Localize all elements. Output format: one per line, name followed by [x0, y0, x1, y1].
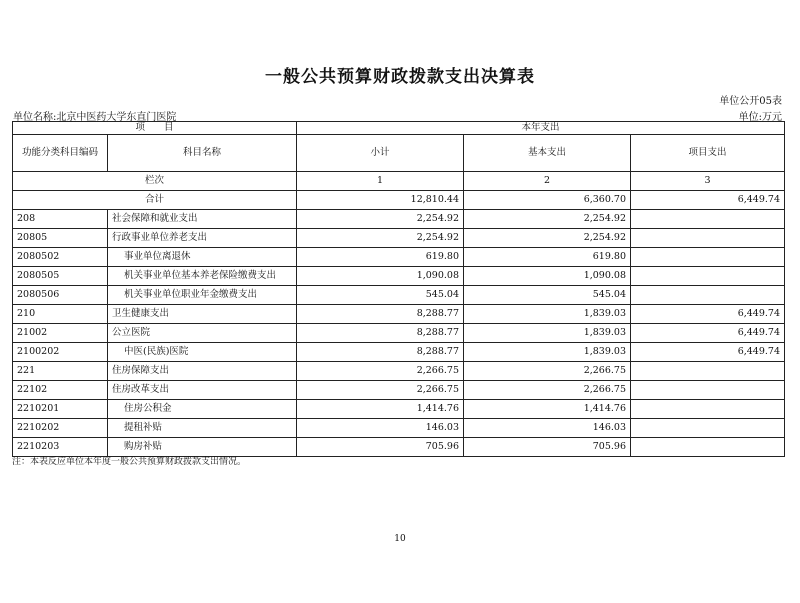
- row-basic: 2,266.75: [464, 362, 631, 381]
- table-row: [13, 229, 785, 248]
- row-subtotal: 8,288.77: [297, 343, 464, 362]
- row-basic: 1,839.03: [464, 305, 631, 324]
- row-subject-name: 机关事业单位职业年金缴费支出: [108, 286, 297, 305]
- row-subtotal: 8,288.77: [297, 305, 464, 324]
- row-project: [631, 419, 785, 438]
- row-code: 2210203: [13, 438, 108, 457]
- row-basic: 146.03: [464, 419, 631, 438]
- row-subtotal: 2,254.92: [297, 229, 464, 248]
- total-label: 合计: [13, 191, 297, 210]
- table-row: [13, 267, 785, 286]
- row-subtotal: 8,288.77: [297, 324, 464, 343]
- row-project: 6,449.74: [631, 305, 785, 324]
- row-subject-name: 卫生健康支出: [108, 305, 297, 324]
- row-code: 22102: [13, 381, 108, 400]
- row-basic: 545.04: [464, 286, 631, 305]
- row-subtotal: 545.04: [297, 286, 464, 305]
- column-number: 3: [631, 172, 785, 191]
- row-code: 2210201: [13, 400, 108, 419]
- row-basic: 1,839.03: [464, 343, 631, 362]
- row-code: 221: [13, 362, 108, 381]
- header-subtotal: 小计: [297, 135, 464, 172]
- table-row: [13, 400, 785, 419]
- row-subject-name: 住房保障支出: [108, 362, 297, 381]
- row-code: 2210202: [13, 419, 108, 438]
- header-current-year: 本年支出: [297, 122, 785, 135]
- row-code: 210: [13, 305, 108, 324]
- row-subtotal: 705.96: [297, 438, 464, 457]
- page-number: 10: [394, 534, 406, 544]
- row-subject-name: 住房公积金: [108, 400, 297, 419]
- row-project: [631, 210, 785, 229]
- row-subject-name: 购房补贴: [108, 438, 297, 457]
- column-number: 1: [297, 172, 464, 191]
- row-subject-name: 提租补贴: [108, 419, 297, 438]
- row-project: [631, 381, 785, 400]
- row-code: 2080505: [13, 267, 108, 286]
- row-project: [631, 229, 785, 248]
- row-subject-name: 公立医院: [108, 324, 297, 343]
- header-subject-name: 科目名称: [108, 135, 297, 172]
- row-subtotal: 2,254.92: [297, 210, 464, 229]
- table-row: [13, 286, 785, 305]
- row-code: 208: [13, 210, 108, 229]
- row-subtotal: 146.03: [297, 419, 464, 438]
- row-subject-name: 社会保障和就业支出: [108, 210, 297, 229]
- table-row: [13, 419, 785, 438]
- row-subtotal: 1,414.76: [297, 400, 464, 419]
- row-basic: 619.80: [464, 248, 631, 267]
- row-code: 2080502: [13, 248, 108, 267]
- row-code: 21002: [13, 324, 108, 343]
- header-func-code: 功能分类科目编码: [13, 135, 108, 172]
- row-subject-name: 事业单位离退休: [108, 248, 297, 267]
- row-subtotal: 2,266.75: [297, 362, 464, 381]
- header-basic: 基本支出: [464, 135, 631, 172]
- column-number: 2: [464, 172, 631, 191]
- footnote: 注：本表反应单位本年度一般公共预算财政拨款支出情况。: [12, 457, 247, 467]
- table-row: [13, 324, 785, 343]
- row-project: [631, 362, 785, 381]
- header-project: 项目支出: [631, 135, 785, 172]
- total-project: 6,449.74: [631, 191, 785, 210]
- table-row: [13, 210, 785, 229]
- row-basic: 1,414.76: [464, 400, 631, 419]
- row-project: 6,449.74: [631, 343, 785, 362]
- row-subject-name: 住房改革支出: [108, 381, 297, 400]
- row-subtotal: 2,266.75: [297, 381, 464, 400]
- row-basic: 2,266.75: [464, 381, 631, 400]
- row-project: [631, 248, 785, 267]
- row-project: [631, 438, 785, 457]
- row-basic: 2,254.92: [464, 210, 631, 229]
- column-order-label: 栏次: [13, 172, 297, 191]
- unit-name: 单位名称:北京中医药大学东直门医院: [13, 112, 177, 123]
- row-basic: 2,254.92: [464, 229, 631, 248]
- row-project: [631, 286, 785, 305]
- row-basic: 705.96: [464, 438, 631, 457]
- row-code: 2100202: [13, 343, 108, 362]
- table-row: [13, 248, 785, 267]
- row-project: [631, 267, 785, 286]
- row-project: 6,449.74: [631, 324, 785, 343]
- row-subject-name: 中医(民族)医院: [108, 343, 297, 362]
- total-basic: 6,360.70: [464, 191, 631, 210]
- row-project: [631, 400, 785, 419]
- row-code: 2080506: [13, 286, 108, 305]
- row-code: 20805: [13, 229, 108, 248]
- header-item: 项 目: [13, 122, 297, 135]
- row-subject-name: 行政事业单位养老支出: [108, 229, 297, 248]
- form-code: 单位公开05表: [719, 96, 782, 107]
- row-basic: 1,839.03: [464, 324, 631, 343]
- expenditure-table: [12, 121, 785, 457]
- page-title: 一般公共预算财政拨款支出决算表: [265, 67, 535, 87]
- table-row: [13, 362, 785, 381]
- table-row: [13, 305, 785, 324]
- row-subtotal: 619.80: [297, 248, 464, 267]
- total-subtotal: 12,810.44: [297, 191, 464, 210]
- table-row: [13, 381, 785, 400]
- row-subject-name: 机关事业单位基本养老保险缴费支出: [108, 267, 297, 286]
- row-basic: 1,090.08: [464, 267, 631, 286]
- row-subtotal: 1,090.08: [297, 267, 464, 286]
- money-unit: 单位:万元: [738, 112, 782, 123]
- table-row: [13, 343, 785, 362]
